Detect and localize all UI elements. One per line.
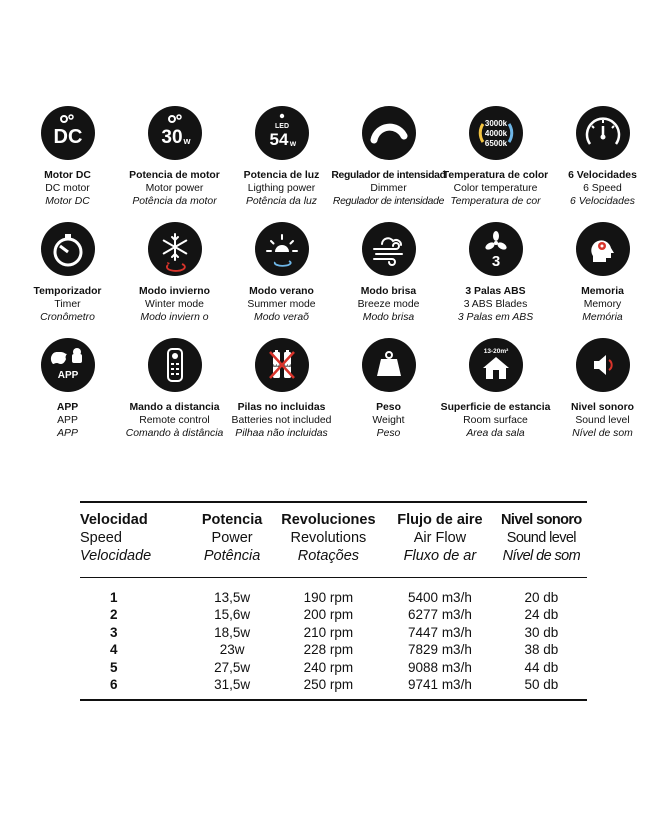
feature-led-power	[228, 100, 335, 216]
feature-breeze-mode	[335, 216, 442, 332]
table-row	[80, 606, 587, 624]
feature-label-es: Modo invierno	[139, 286, 210, 297]
feature-label-es: Temperatura de color	[442, 170, 549, 181]
table-row	[80, 659, 587, 677]
batteries-not-included-icon	[255, 338, 309, 392]
snowflake-icon	[148, 222, 202, 276]
feature-3-blades	[442, 216, 549, 332]
feature-label-en: Timer	[54, 299, 81, 310]
feature-timer	[14, 216, 121, 332]
cell-revolutions: 190 rpm	[303, 590, 354, 605]
feature-label-pt: Nível de som	[572, 428, 633, 439]
battery-glyph: AAA	[282, 363, 292, 368]
header-sound-level	[496, 503, 587, 578]
feature-sound-level	[549, 332, 656, 448]
feature-label-pt: Area da sala	[466, 428, 525, 439]
feature-label-en: DC motor	[45, 183, 90, 194]
header-es: Potencia	[201, 512, 263, 528]
feature-label-en: Batteries not included	[231, 415, 332, 426]
feature-label-en: Motor power	[145, 183, 204, 194]
feature-winter-mode	[121, 216, 228, 332]
cell-air-flow: 7829 m3/h	[408, 642, 472, 658]
cell-sound-level: 38 db	[524, 642, 559, 658]
feature-label-pt: Comando à distância	[125, 428, 224, 439]
memory-head-icon	[576, 222, 630, 276]
feature-label-pt: Memória	[582, 312, 623, 323]
feature-room-surface	[442, 332, 549, 448]
feature-label-en: Winter mode	[145, 299, 204, 310]
feature-label-en: 3 ABS Blades	[463, 299, 528, 310]
feature-label-es: APP	[56, 402, 79, 413]
header-en: Sound level	[506, 530, 576, 546]
feature-label-es: Mando a distancia	[129, 402, 220, 413]
table-row	[80, 578, 587, 607]
cell-sound-level: 44 db	[524, 659, 559, 675]
feature-batteries	[228, 332, 335, 448]
header-en: Speed	[80, 530, 122, 546]
cell-revolutions: 228 rpm	[303, 642, 354, 658]
cell-sound-level: 20 db	[524, 590, 559, 605]
sound-level-icon	[576, 338, 630, 392]
led-power-glyph: 54	[269, 130, 288, 149]
feature-label-en: Summer mode	[247, 299, 316, 310]
cell-speed: 3	[110, 624, 118, 640]
features-row	[14, 332, 656, 448]
header-speed	[80, 503, 192, 578]
cell-revolutions: 210 rpm	[303, 624, 354, 640]
temp-3000-glyph: 3000k	[484, 119, 507, 128]
dc-motor-icon	[41, 106, 95, 160]
fan-blades-icon	[469, 222, 523, 276]
cell-sound-level: 30 db	[524, 624, 559, 640]
feature-label-en: Dimmer	[370, 183, 407, 194]
remote-control-icon	[148, 338, 202, 392]
breeze-icon	[362, 222, 416, 276]
feature-dimmer	[331, 100, 446, 216]
feature-label-pt: Potência da luz	[245, 196, 318, 207]
feature-label-pt: Cronômetro	[40, 312, 95, 323]
led-glyph: LED	[274, 123, 289, 130]
feature-label-en: Remote control	[139, 415, 210, 426]
feature-label-es: Nivel sonoro	[571, 402, 634, 413]
speed-specs-table	[80, 501, 587, 701]
feature-label-pt: Potência da motor	[132, 196, 217, 207]
feature-label-pt: Modo veraõ	[254, 312, 309, 323]
feature-label-pt: APP	[57, 428, 78, 439]
dc-glyph: DC	[53, 126, 82, 148]
cell-revolutions: 200 rpm	[303, 607, 354, 623]
header-pt: Rotações	[297, 548, 360, 564]
feature-app	[14, 332, 121, 448]
cell-speed: 2	[110, 607, 118, 623]
temp-4000-glyph: 4000k	[484, 129, 507, 138]
blades-count-glyph: 3	[491, 253, 500, 270]
feature-label-en: Weight	[372, 415, 405, 426]
features-grid	[14, 100, 656, 448]
feature-label-en: APP	[57, 415, 78, 426]
feature-label-pt: Regulador de intensidade	[332, 196, 445, 207]
table-row	[80, 676, 587, 700]
feature-label-pt: Pilhaa não incluidas	[235, 428, 328, 439]
temp-6500-glyph: 6500k	[484, 139, 507, 148]
cell-air-flow: 7447 m3/h	[408, 624, 472, 640]
header-power	[192, 503, 273, 578]
room-surface-icon	[469, 338, 523, 392]
feature-label-es: Superficie de estancia	[440, 402, 551, 413]
header-es: Flujo de aire	[397, 512, 483, 528]
feature-label-pt: Peso	[376, 428, 401, 439]
led-power-icon	[255, 106, 309, 160]
power-glyph: 30	[160, 127, 183, 148]
room-surface-glyph: 13-20m²	[483, 348, 508, 355]
header-pt: Potência	[203, 548, 261, 564]
dimmer-icon	[362, 106, 416, 160]
feature-label-pt: Motor DC	[45, 196, 90, 207]
cell-power: 18,5w	[214, 624, 251, 640]
cell-speed: 5	[110, 659, 118, 675]
features-row	[14, 100, 656, 216]
weight-icon	[362, 338, 416, 392]
feature-label-es: 6 Velocidades	[568, 170, 637, 181]
feature-label-en: Room surface	[463, 415, 528, 426]
motor-power-icon	[148, 106, 202, 160]
feature-label-es: Regulador de intensidad	[331, 170, 446, 181]
cell-revolutions: 250 rpm	[273, 676, 385, 700]
cell-air-flow: 5400 m3/h	[408, 590, 472, 605]
feature-label-es: Potencia de motor	[129, 170, 220, 181]
feature-label-pt: Modo inviern o	[140, 312, 209, 323]
feature-memory	[549, 216, 656, 332]
table-row	[80, 624, 587, 642]
cell-sound-level: 24 db	[524, 607, 559, 623]
feature-label-pt: Modo brisa	[362, 312, 415, 323]
header-en: Power	[211, 530, 253, 546]
header-es: Velocidad	[80, 512, 148, 528]
feature-remote-control	[121, 332, 228, 448]
header-en: Revolutions	[290, 530, 367, 546]
feature-label-pt: 6 Velocidades	[570, 196, 635, 207]
cell-revolutions: 240 rpm	[303, 659, 354, 675]
features-row	[14, 216, 656, 332]
feature-label-en: Ligthing power	[247, 183, 316, 194]
feature-dc-motor	[14, 100, 121, 216]
feature-label-es: Peso	[376, 402, 401, 413]
feature-label-en: Memory	[583, 299, 622, 310]
feature-motor-power	[121, 100, 228, 216]
feature-label-es: Potencia de luz	[243, 170, 320, 181]
cell-power: 15,6w	[214, 607, 251, 623]
feature-6-speed	[549, 100, 656, 216]
feature-label-pt: 3 Palas em ABS	[457, 312, 534, 323]
feature-label-es: Motor DC	[44, 170, 91, 181]
header-pt: Velocidade	[80, 548, 152, 564]
feature-label-en: Sound level	[575, 415, 630, 426]
cell-power: 13,5w	[214, 590, 251, 605]
cell-power: 27,5w	[214, 659, 251, 675]
feature-color-temperature	[442, 100, 549, 216]
feature-summer-mode	[228, 216, 335, 332]
feature-label-es: Modo brisa	[360, 286, 417, 297]
led-unit-glyph: w	[289, 139, 296, 148]
table-row	[80, 641, 587, 659]
cell-sound-level: 50 db	[496, 676, 587, 700]
feature-weight	[335, 332, 442, 448]
cell-speed: 1	[110, 590, 118, 605]
header-en: Air Flow	[413, 530, 467, 546]
sun-icon	[255, 222, 309, 276]
header-pt: Fluxo de ar	[403, 548, 477, 564]
table-header-row	[80, 503, 587, 578]
header-pt: Nível de som	[502, 548, 581, 564]
header-revolutions	[273, 503, 385, 578]
cell-speed: 6	[80, 676, 192, 700]
feature-label-es: Memoria	[581, 286, 624, 297]
header-air-flow	[384, 503, 496, 578]
color-temperature-icon	[469, 106, 523, 160]
timer-icon	[41, 222, 95, 276]
app-icon	[41, 338, 95, 392]
cell-air-flow: 9741 m3/h	[384, 676, 496, 700]
feature-label-es: 3 Palas ABS	[465, 286, 526, 297]
battery-glyph: AAA	[271, 363, 281, 368]
app-glyph: APP	[57, 370, 78, 381]
cell-power: 31,5w	[192, 676, 273, 700]
cell-air-flow: 9088 m3/h	[408, 659, 472, 675]
cell-speed: 4	[110, 642, 118, 658]
feature-label-en: Breeze mode	[357, 299, 420, 310]
feature-label-es: Modo verano	[249, 286, 314, 297]
feature-label-es: Pilas no incluidas	[237, 402, 326, 413]
cell-power: 23w	[219, 642, 245, 658]
feature-label-es: Temporizador	[33, 286, 102, 297]
header-es: Revoluciones	[281, 512, 376, 528]
feature-label-en: 6 Speed	[583, 183, 622, 194]
speedometer-icon	[576, 106, 630, 160]
power-unit-glyph: w	[182, 136, 191, 146]
header-es: Nivel sonoro	[501, 512, 582, 528]
feature-label-pt: Temperatura de cor	[450, 196, 541, 207]
feature-label-en: Color temperature	[453, 183, 538, 194]
cell-air-flow: 6277 m3/h	[408, 607, 472, 623]
